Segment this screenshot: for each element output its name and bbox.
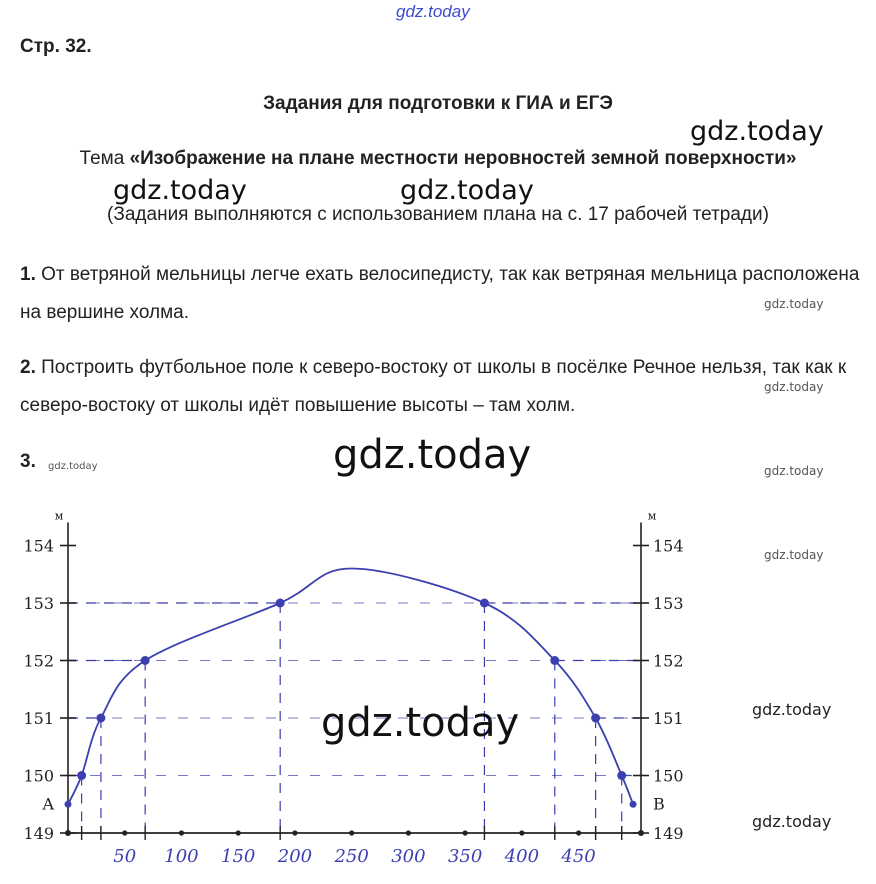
profile-series [65, 569, 637, 808]
topic-prefix: Тема [79, 148, 130, 169]
x-tick-dot [463, 830, 468, 835]
y-tick-label-left: 151 [23, 709, 54, 728]
profile-point [617, 771, 626, 780]
watermark: gdz.today [321, 700, 520, 746]
axes [60, 523, 649, 841]
y-tick-label-left: 152 [23, 651, 54, 671]
profile-point [77, 771, 86, 780]
y-tick-label-right: 150 [653, 766, 684, 786]
watermark: gdz.today [752, 812, 832, 831]
profile-point [480, 599, 489, 608]
x-tick-dot [519, 830, 524, 835]
watermark: gdz.today [113, 175, 247, 206]
answer-2-number: 2. [20, 357, 36, 378]
watermark-top: gdz.today [396, 2, 470, 21]
y-tick-label-left: 149 [23, 824, 54, 843]
x-tick-dot [179, 830, 184, 835]
x-tick-label: 100 [164, 846, 199, 867]
x-tick-dot [576, 830, 581, 835]
x-tick-label: 150 [221, 846, 256, 867]
page-reference: Стр. 32. [20, 36, 92, 57]
origin-dot [65, 830, 71, 836]
watermark: gdz.today [764, 464, 824, 478]
answer-3-number: 3. [20, 451, 36, 472]
x-tick-label: 350 [447, 846, 483, 867]
y-tick-label-right: 149 [653, 824, 684, 843]
y-tick-label-left: 153 [23, 594, 54, 613]
x-tick-label: 200 [277, 846, 313, 867]
profile-point [591, 714, 600, 723]
watermark: gdz.today [764, 380, 824, 394]
topic-title: «Изображение на плане местности неровностей земной поверхности» [129, 148, 797, 169]
watermark: gdz.today [764, 297, 824, 311]
assignment-note: (Задания выполняются с использованием плана на с. 17 рабочей тетради) [107, 204, 769, 225]
x-tick-label: 450 [561, 846, 596, 867]
x-tick-dot [122, 830, 127, 835]
profile-point [276, 599, 285, 608]
point-b-marker [630, 801, 637, 808]
x-tick-dot [406, 830, 411, 835]
section-heading: Задания для подготовки к ГИА и ЕГЭ [263, 93, 613, 114]
watermark: gdz.today [333, 432, 532, 478]
x-tick-label: 400 [504, 846, 540, 867]
answer-1-text: От ветряной мельницы легче ехать велосипедисту, так как ветряная мельница расположена на вершине холма. [20, 264, 860, 323]
answer-1-number: 1. [20, 264, 36, 285]
tick-labels [23, 510, 683, 868]
point-b-label: B [653, 794, 665, 814]
y-tick-label-left: 150 [23, 766, 54, 786]
watermark: gdz.today [48, 461, 98, 472]
y-unit-right: м [647, 509, 657, 523]
watermark: gdz.today [764, 548, 824, 562]
profile-line [68, 569, 633, 805]
y-tick-label-left: 154 [23, 536, 54, 556]
watermark: gdz.today [400, 175, 534, 206]
y-tick-label-right: 153 [653, 594, 684, 613]
answer-1 [20, 256, 865, 332]
y-tick-label-right: 152 [653, 651, 684, 671]
x-tick-label: 250 [334, 846, 369, 867]
answer-2 [20, 349, 865, 425]
y-tick-label-right: 154 [653, 536, 684, 556]
y-tick-label-right: 151 [653, 709, 684, 728]
profile-chart [0, 505, 876, 884]
point-a-marker [65, 801, 72, 808]
profile-point [141, 656, 150, 665]
end-dot [638, 830, 644, 836]
watermark: gdz.today [752, 700, 832, 719]
x-tick-dot [349, 830, 354, 835]
topic-line [0, 148, 876, 170]
watermark: gdz.today [690, 116, 824, 147]
x-tick-dot [236, 830, 241, 835]
x-tick-label: 300 [391, 846, 426, 867]
profile-point [550, 656, 559, 665]
answer-2-text: Построить футбольное поле к северо-востоку от школы в посёлке Речное нельзя, так как к северо-востоку от школы идёт повышение высоты – там холм. [20, 357, 847, 416]
x-tick-dot [292, 830, 297, 835]
x-tick-label: 50 [113, 846, 137, 867]
y-unit-left: м [54, 509, 64, 523]
point-a-label: A [42, 794, 54, 814]
profile-point [96, 714, 105, 723]
